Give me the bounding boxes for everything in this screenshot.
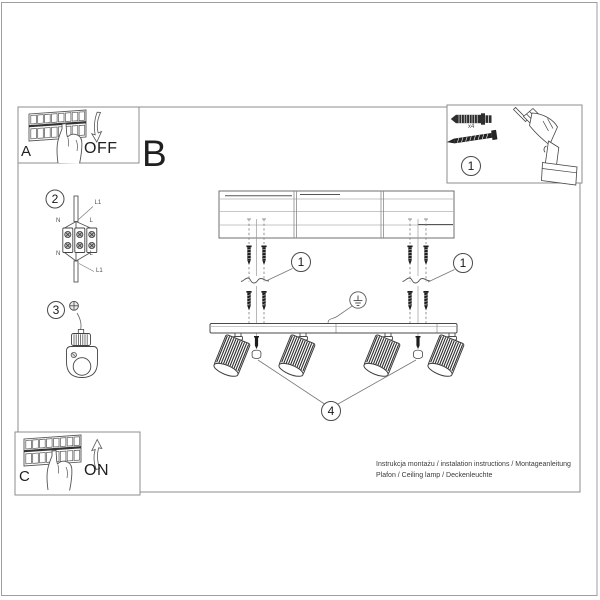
footer-line-2: Plafon / Ceiling lamp / Deckenleuchte bbox=[376, 471, 493, 479]
panel-c-switch-state: ON bbox=[84, 462, 109, 479]
ceiling-drawing bbox=[219, 191, 454, 238]
step-2-number: 2 bbox=[51, 192, 59, 206]
panel-c-label: C bbox=[19, 468, 30, 485]
ground-symbol bbox=[328, 292, 366, 323]
section-b-label: B bbox=[142, 133, 167, 174]
anchor-count-label: x4 bbox=[468, 124, 475, 130]
page-border bbox=[2, 3, 598, 596]
wire-l1-bottom-label: L1 bbox=[96, 268, 103, 274]
callout-1-left-number: 1 bbox=[297, 255, 305, 269]
callout-1-right-number: 1 bbox=[459, 256, 467, 270]
panel-a bbox=[18, 107, 139, 164]
panel-a-switch-state: OFF bbox=[84, 140, 118, 157]
spot-head-1 bbox=[212, 334, 250, 379]
step-1-tools-number: 1 bbox=[467, 159, 475, 173]
lamp-bar bbox=[210, 324, 457, 334]
wire-l-top-label: L bbox=[89, 218, 93, 224]
footer-line-1: Instrukcja montażu / instalation instructions / Montageanleitung bbox=[376, 461, 571, 468]
break-symbol-right bbox=[403, 278, 431, 283]
wire-n-bottom-label: N bbox=[56, 251, 61, 257]
spot-stems bbox=[234, 333, 457, 340]
step-3-number: 3 bbox=[52, 303, 60, 317]
spot-head-4 bbox=[426, 334, 464, 379]
spot-head-2 bbox=[277, 334, 315, 379]
panel-a-label: A bbox=[21, 143, 32, 160]
break-symbol-left bbox=[241, 278, 269, 283]
wire-l1-top-label: L1 bbox=[94, 200, 102, 206]
footer-text bbox=[376, 460, 571, 481]
wire-l-bottom-label: L bbox=[89, 251, 93, 257]
wire-n-top-label: N bbox=[56, 218, 61, 224]
callout-4-number: 4 bbox=[327, 404, 335, 418]
tools-panel bbox=[446, 105, 582, 185]
panel-c bbox=[15, 432, 140, 495]
